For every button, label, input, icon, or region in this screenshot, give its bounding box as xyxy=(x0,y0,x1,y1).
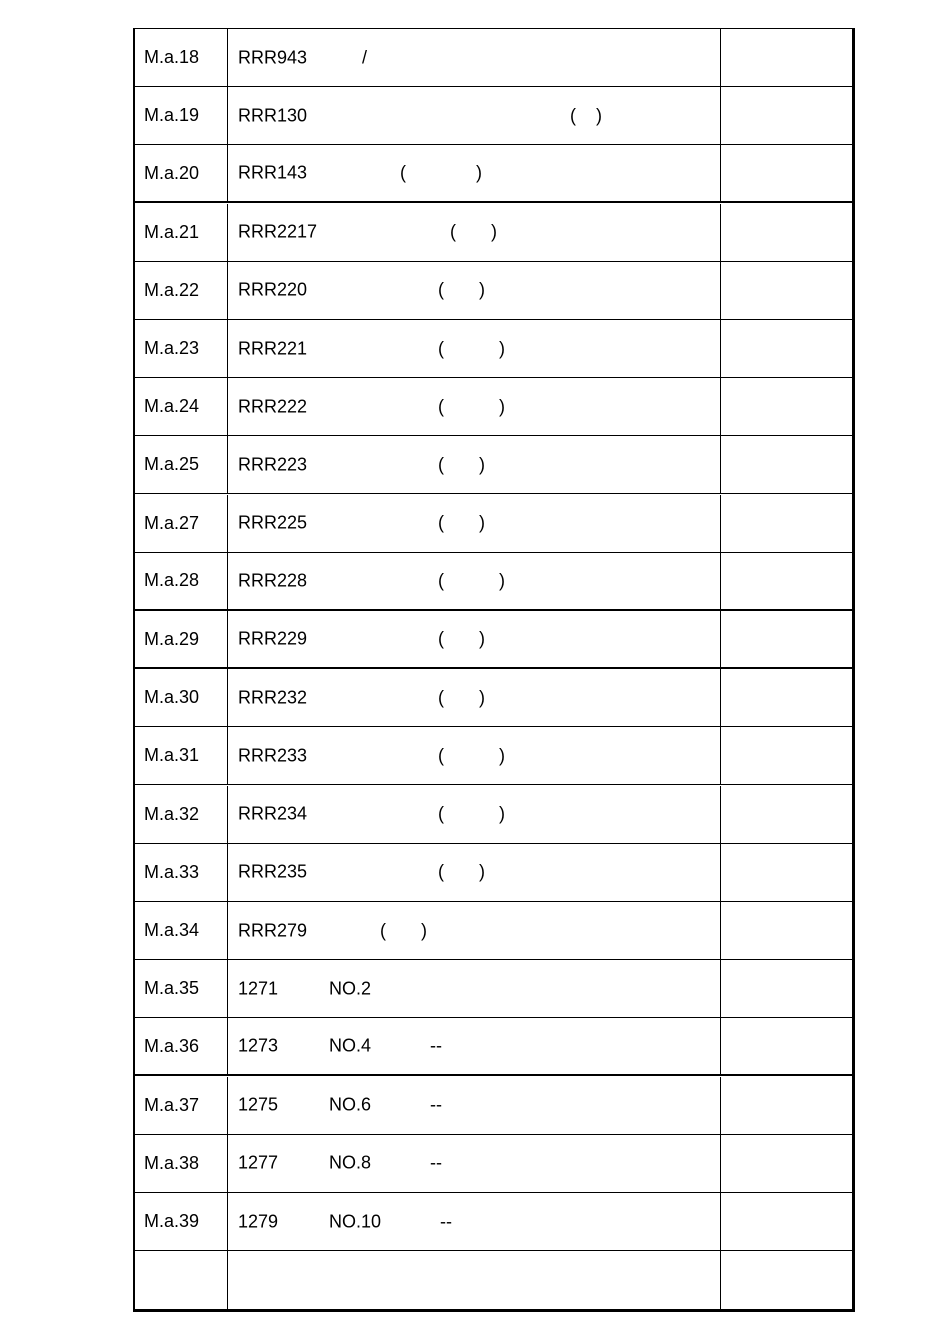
row-reference: 1279 xyxy=(238,1211,279,1231)
row-blank-cell xyxy=(721,786,852,843)
row-code: M.a.28 xyxy=(135,553,228,609)
row-dash: -- xyxy=(430,1094,442,1115)
row-description xyxy=(228,378,721,435)
row-number: NO.4 xyxy=(329,1035,372,1056)
row-dash: -- xyxy=(440,1211,452,1231)
table-row xyxy=(135,553,852,611)
row-reference: 1273 xyxy=(238,1035,279,1056)
row-annotation: ( ) xyxy=(438,570,505,591)
table-row xyxy=(135,727,852,785)
row-code: M.a.38 xyxy=(135,1135,228,1192)
row-reference: 1275 xyxy=(238,1094,279,1115)
row-annotation: ( ) xyxy=(438,628,485,649)
table-row xyxy=(135,611,852,669)
row-description xyxy=(228,786,721,843)
row-description xyxy=(228,669,721,726)
row-description xyxy=(228,902,721,959)
row-reference: RRR130 xyxy=(238,105,308,126)
row-blank-cell xyxy=(721,87,852,144)
row-annotation: ( ) xyxy=(438,338,505,358)
table-row xyxy=(135,1077,852,1135)
row-annotation: ( ) xyxy=(380,920,427,940)
row-code: M.a.19 xyxy=(135,87,228,144)
table-row xyxy=(135,320,852,378)
row-reference: RRR143 xyxy=(238,162,308,183)
row-annotation: ( ) xyxy=(438,803,505,824)
row-blank-cell xyxy=(721,1251,852,1309)
table-row xyxy=(135,436,852,494)
table-row xyxy=(135,1251,852,1309)
row-description xyxy=(228,1251,721,1309)
row-description xyxy=(228,553,721,609)
row-blank-cell xyxy=(721,1018,852,1074)
row-code: M.a.27 xyxy=(135,495,228,552)
row-blank-cell xyxy=(721,378,852,435)
row-annotation: ( ) xyxy=(438,279,485,300)
row-code: M.a.24 xyxy=(135,378,228,435)
row-blank-cell xyxy=(721,611,852,667)
row-code xyxy=(135,1251,228,1309)
row-code: M.a.29 xyxy=(135,611,228,667)
row-reference: RRR232 xyxy=(238,687,308,708)
row-blank-cell xyxy=(721,262,852,319)
row-description xyxy=(228,727,721,784)
row-dash: -- xyxy=(430,1035,442,1056)
row-blank-cell xyxy=(721,553,852,609)
row-description xyxy=(228,1193,721,1250)
row-code: M.a.31 xyxy=(135,727,228,784)
row-description xyxy=(228,495,721,552)
row-code: M.a.35 xyxy=(135,960,228,1017)
row-reference: RRR2217 xyxy=(238,221,318,242)
row-blank-cell xyxy=(721,495,852,552)
table-row xyxy=(135,87,852,145)
row-reference: RRR233 xyxy=(238,745,308,766)
row-reference: RRR279 xyxy=(238,920,308,940)
table-row xyxy=(135,262,852,320)
row-code: M.a.39 xyxy=(135,1193,228,1250)
row-reference: RRR221 xyxy=(238,338,308,358)
row-reference: RRR234 xyxy=(238,803,308,824)
row-reference: RRR223 xyxy=(238,454,308,475)
row-reference: RRR229 xyxy=(238,628,308,649)
row-code: M.a.18 xyxy=(135,29,228,86)
row-description xyxy=(228,204,721,261)
row-description xyxy=(228,320,721,377)
row-code: M.a.20 xyxy=(135,145,228,201)
row-blank-cell xyxy=(721,320,852,377)
row-reference: RRR220 xyxy=(238,279,308,300)
table-row xyxy=(135,378,852,436)
row-annotation: ( ) xyxy=(438,745,505,766)
row-description xyxy=(228,1018,721,1074)
row-blank-cell xyxy=(721,727,852,784)
table-row xyxy=(135,145,852,203)
row-code: M.a.32 xyxy=(135,786,228,843)
row-reference: RRR228 xyxy=(238,570,308,591)
table-row xyxy=(135,844,852,902)
row-description xyxy=(228,87,721,144)
row-blank-cell xyxy=(721,1135,852,1192)
row-code: M.a.22 xyxy=(135,262,228,319)
table-row xyxy=(135,1193,852,1251)
row-code: M.a.21 xyxy=(135,204,228,261)
row-blank-cell xyxy=(721,145,852,201)
row-blank-cell xyxy=(721,844,852,901)
row-blank-cell xyxy=(721,29,852,86)
row-annotation: ( ) xyxy=(570,105,602,126)
row-reference: 1271 xyxy=(238,978,279,999)
row-description xyxy=(228,29,721,86)
row-description xyxy=(228,844,721,901)
row-annotation: ( ) xyxy=(438,396,505,417)
row-code: M.a.36 xyxy=(135,1018,228,1074)
row-reference: 1277 xyxy=(238,1152,279,1173)
row-reference: RRR943 xyxy=(238,47,308,67)
row-code: M.a.25 xyxy=(135,436,228,493)
row-annotation: / xyxy=(362,47,368,67)
row-description xyxy=(228,960,721,1017)
row-description xyxy=(228,436,721,493)
row-annotation: ( ) xyxy=(438,512,485,533)
row-number: NO.10 xyxy=(329,1211,382,1231)
row-description xyxy=(228,262,721,319)
row-annotation: ( ) xyxy=(438,687,485,708)
row-annotation: ( ) xyxy=(438,454,485,475)
table-row xyxy=(135,1135,852,1193)
row-code: M.a.33 xyxy=(135,844,228,901)
row-blank-cell xyxy=(721,1193,852,1250)
row-code: M.a.30 xyxy=(135,669,228,726)
row-number: NO.2 xyxy=(329,978,372,999)
row-blank-cell xyxy=(721,204,852,261)
row-reference: RRR235 xyxy=(238,861,308,882)
table-row xyxy=(135,495,852,553)
table-row xyxy=(135,29,852,87)
row-annotation: ( ) xyxy=(400,162,483,183)
row-reference: RRR222 xyxy=(238,396,308,417)
table-row xyxy=(135,902,852,960)
row-code: M.a.37 xyxy=(135,1077,228,1134)
row-dash: -- xyxy=(430,1152,442,1173)
row-reference: RRR225 xyxy=(238,512,308,533)
table-row xyxy=(135,204,852,262)
table-row xyxy=(135,960,852,1018)
row-code: M.a.23 xyxy=(135,320,228,377)
row-description xyxy=(228,145,721,201)
row-number: NO.8 xyxy=(329,1152,372,1173)
row-description xyxy=(228,611,721,667)
row-code: M.a.34 xyxy=(135,902,228,959)
table-row xyxy=(135,669,852,727)
row-blank-cell xyxy=(721,669,852,726)
table-row xyxy=(135,1018,852,1076)
row-blank-cell xyxy=(721,436,852,493)
table-row xyxy=(135,786,852,844)
row-annotation: ( ) xyxy=(438,861,485,882)
row-blank-cell xyxy=(721,960,852,1017)
row-blank-cell xyxy=(721,1077,852,1134)
row-annotation: ( ) xyxy=(450,221,497,242)
row-number: NO.6 xyxy=(329,1094,372,1115)
row-blank-cell xyxy=(721,902,852,959)
document-table xyxy=(133,28,855,1312)
row-description xyxy=(228,1135,721,1192)
row-description xyxy=(228,1077,721,1134)
